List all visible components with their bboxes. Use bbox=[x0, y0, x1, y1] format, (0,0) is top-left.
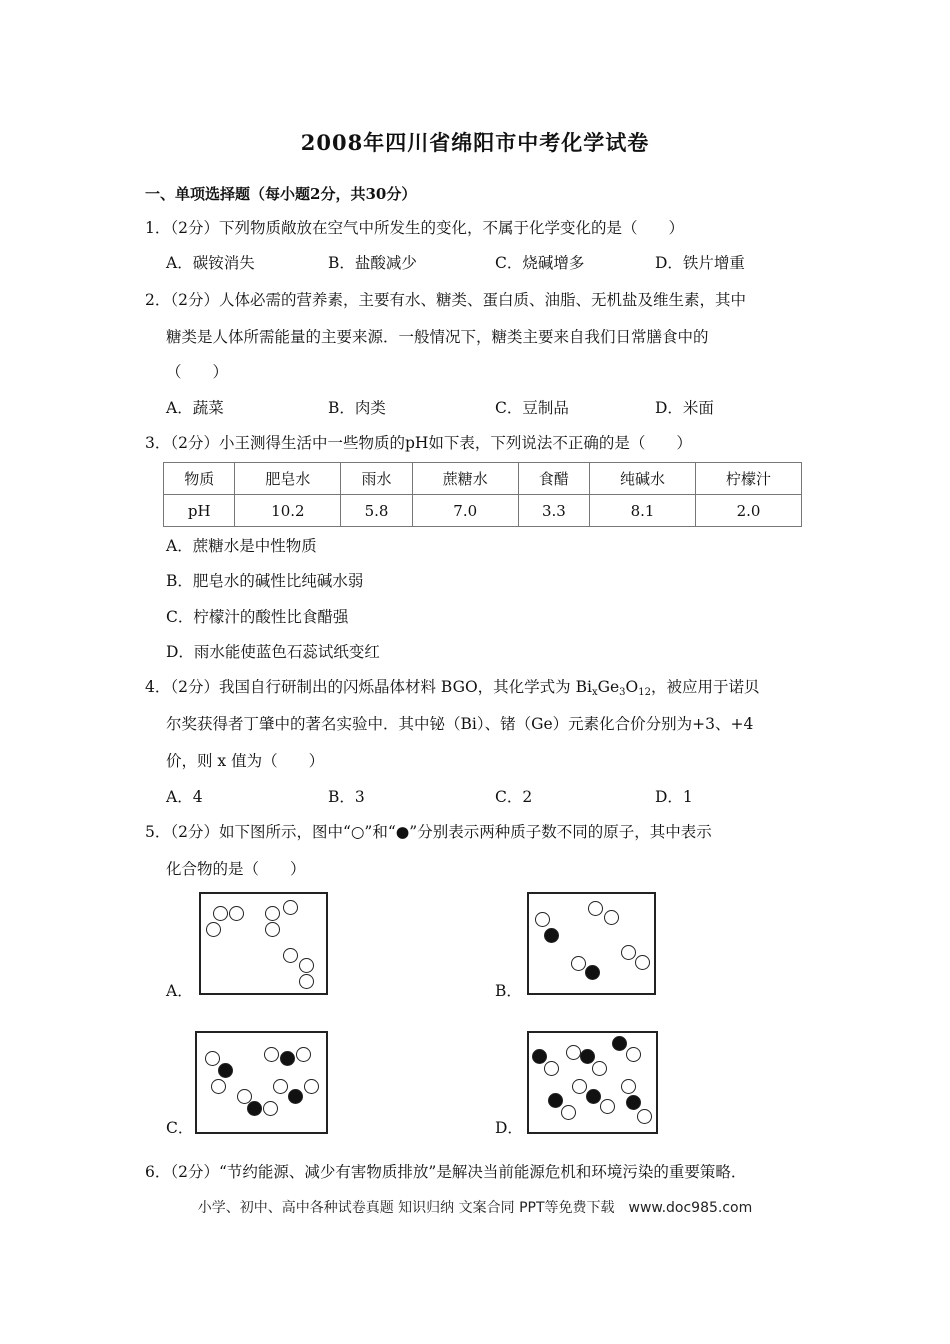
white-atom bbox=[265, 906, 280, 921]
white-atom bbox=[604, 910, 619, 925]
q3-stem: 3．（2分）小王测得生活中一些物质的pH如下表，下列说法不正确的是（ ） bbox=[145, 434, 692, 452]
black-atom bbox=[544, 928, 559, 943]
black-atom bbox=[626, 1095, 641, 1110]
white-atom bbox=[205, 1051, 220, 1066]
white-atom bbox=[566, 1045, 581, 1060]
q5-line-2: 化合物的是（ ） bbox=[166, 860, 306, 878]
q3-option-b: B．肥皂水的碱性比纯碱水弱 bbox=[166, 572, 364, 590]
section-heading: 一、单项选择题（每小题2分，共30分） bbox=[145, 185, 417, 203]
white-atom bbox=[571, 956, 586, 971]
table-cell: 3.3 bbox=[518, 495, 589, 527]
table-cell: 10.2 bbox=[235, 495, 341, 527]
table-cell: 2.0 bbox=[696, 495, 802, 527]
table-cell: 5.8 bbox=[341, 495, 412, 527]
q2-line-1: 2．（2分）人体必需的营养素，主要有水、糖类、蛋白质、油脂、无机盐及维生素，其中 bbox=[145, 291, 746, 309]
q1-stem: 1．（2分）下列物质敞放在空气中所发生的变化，不属于化学变化的是（ ） bbox=[145, 219, 684, 237]
white-atom bbox=[273, 1079, 288, 1094]
black-atom bbox=[532, 1049, 547, 1064]
table-cell: 雨水 bbox=[341, 463, 412, 495]
black-atom bbox=[585, 965, 600, 980]
formula-subscript-3: 3 bbox=[619, 687, 626, 698]
table-cell: 7.0 bbox=[412, 495, 518, 527]
formula-subscript-12: 12 bbox=[638, 687, 651, 698]
q2-line-3: （ ） bbox=[166, 363, 229, 381]
q1-option-d: D．铁片增重 bbox=[655, 254, 745, 272]
q1-option-a: A．碳铵消失 bbox=[166, 254, 255, 272]
q5-line-1: 5．（2分）如下图所示，图中“○”和“●”分别表示两种质子数不同的原子，其中表示 bbox=[145, 823, 712, 841]
formula-ge: Ge bbox=[597, 678, 620, 696]
q3-option-c: C．柠檬汁的酸性比食醋强 bbox=[166, 608, 349, 626]
table-row bbox=[164, 495, 802, 527]
q4-option-a: A．4 bbox=[166, 788, 203, 806]
q4-option-c: C．2 bbox=[495, 788, 533, 806]
q2-line-2: 糖类是人体所需能量的主要来源．一般情况下，糖类主要来自我们日常膳食中的 bbox=[166, 328, 709, 346]
q3-option-a: A．蔗糖水是中性物质 bbox=[166, 537, 317, 555]
black-atom bbox=[586, 1089, 601, 1104]
q5-label-a: A． bbox=[166, 982, 193, 1000]
white-atom bbox=[535, 912, 550, 927]
white-atom bbox=[626, 1047, 641, 1062]
white-atom bbox=[283, 900, 298, 915]
q4-line-1-tail: ，被应用于诺贝 bbox=[650, 678, 760, 696]
black-atom bbox=[247, 1101, 262, 1116]
white-atom bbox=[265, 922, 280, 937]
diagram-c bbox=[195, 1031, 328, 1134]
q2-option-b: B．肉类 bbox=[328, 399, 386, 417]
table-cell: 食醋 bbox=[518, 463, 589, 495]
white-atom bbox=[299, 974, 314, 989]
white-atom bbox=[637, 1109, 652, 1124]
formula-subscript-x: x bbox=[591, 687, 598, 698]
black-atom bbox=[288, 1089, 303, 1104]
black-atom bbox=[280, 1051, 295, 1066]
white-atom bbox=[572, 1079, 587, 1094]
diagram-b bbox=[527, 892, 656, 995]
q5-label-d: D． bbox=[495, 1119, 523, 1137]
q4-line-1-text: 4．（2分）我国自行研制出的闪烁晶体材料 BGO，其化学式为 Bi bbox=[145, 678, 592, 696]
q4-option-b: B．3 bbox=[328, 788, 365, 806]
q5-label-c: C． bbox=[166, 1119, 194, 1137]
table-cell: 物质 bbox=[164, 463, 235, 495]
table-cell: 纯碱水 bbox=[590, 463, 696, 495]
black-atom bbox=[548, 1093, 563, 1108]
q2-option-d: D．米面 bbox=[655, 399, 714, 417]
table-cell: 柠檬汁 bbox=[696, 463, 802, 495]
q1-option-c: C．烧碱增多 bbox=[495, 254, 585, 272]
footer-text: 小学、初中、高中各种试卷真题 知识归纳 文案合同 PPT等免费下载 www.doc985.com bbox=[197, 1200, 753, 1216]
white-atom bbox=[544, 1061, 559, 1076]
table-cell: 8.1 bbox=[590, 495, 696, 527]
white-atom bbox=[600, 1099, 615, 1114]
q1-option-b: B．盐酸减少 bbox=[328, 254, 417, 272]
white-atom bbox=[561, 1105, 576, 1120]
black-atom bbox=[612, 1036, 627, 1051]
q6-line-1: 6．（2分）“节约能源、减少有害物质排放”是解决当前能源危机和环境污染的重要策略． bbox=[145, 1163, 747, 1181]
formula-o: O bbox=[625, 678, 639, 696]
white-atom bbox=[264, 1047, 279, 1062]
q2-option-a: A．蔬菜 bbox=[166, 399, 224, 417]
white-atom bbox=[621, 945, 636, 960]
black-atom bbox=[218, 1063, 233, 1078]
q3-option-d: D．雨水能使蓝色石蕊试纸变红 bbox=[166, 643, 380, 661]
table-cell: 肥皂水 bbox=[235, 463, 341, 495]
white-atom bbox=[621, 1079, 636, 1094]
white-atom bbox=[296, 1047, 311, 1062]
q4-line-1 bbox=[145, 677, 760, 703]
white-atom bbox=[263, 1101, 278, 1116]
q5-label-b: B． bbox=[495, 982, 522, 1000]
white-atom bbox=[635, 955, 650, 970]
q4-line-3: 价，则 x 值为（ ） bbox=[166, 752, 325, 770]
q2-option-c: C．豆制品 bbox=[495, 399, 569, 417]
black-atom bbox=[580, 1049, 595, 1064]
white-atom bbox=[299, 958, 314, 973]
white-atom bbox=[588, 901, 603, 916]
white-atom bbox=[283, 948, 298, 963]
white-atom bbox=[213, 906, 228, 921]
white-atom bbox=[206, 922, 221, 937]
q4-option-d: D．1 bbox=[655, 788, 693, 806]
diagram-a bbox=[199, 892, 328, 995]
white-atom bbox=[304, 1079, 319, 1094]
white-atom bbox=[211, 1079, 226, 1094]
ph-table bbox=[163, 462, 802, 527]
white-atom bbox=[229, 906, 244, 921]
q4-line-2: 尔奖获得者丁肇中的著名实验中．其中铋（Bi）、锗（Ge）元素化合价分别为+3、+4 bbox=[166, 715, 754, 733]
white-atom bbox=[592, 1061, 607, 1076]
table-cell: pH bbox=[164, 495, 235, 527]
table-cell: 蔗糖水 bbox=[412, 463, 518, 495]
diagram-d bbox=[527, 1031, 658, 1134]
page-title: 2008年四川省绵阳市中考化学试卷 bbox=[300, 130, 650, 155]
table-header-row bbox=[164, 463, 802, 495]
